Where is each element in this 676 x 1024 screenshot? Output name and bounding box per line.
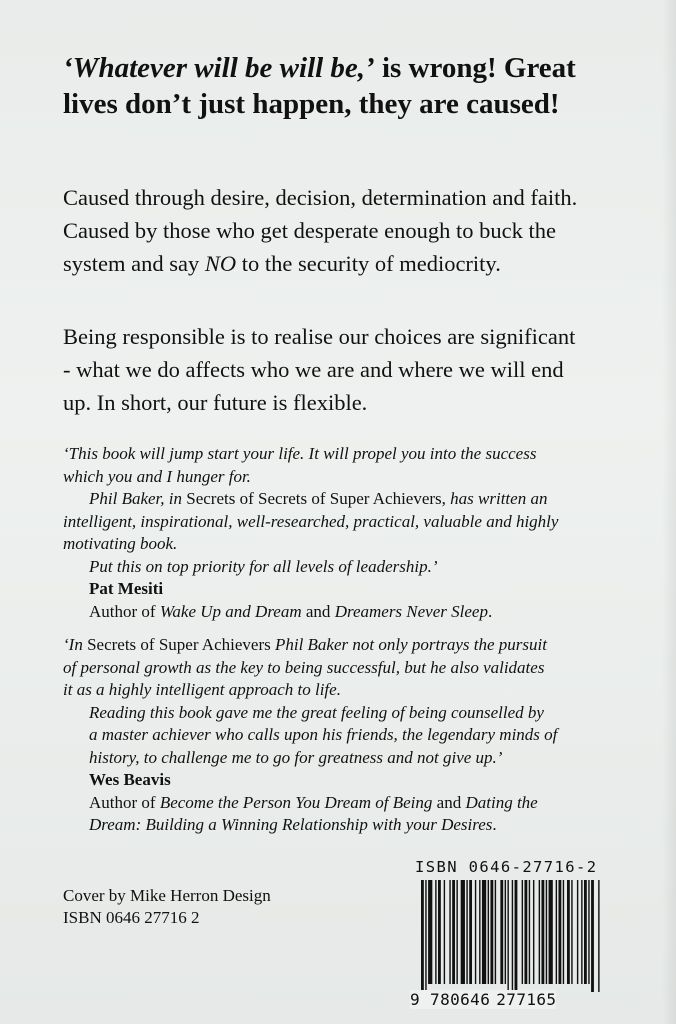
barcode-bar — [524, 880, 527, 984]
barcode-bar — [421, 880, 424, 992]
book-title: Dreamers Never Sleep — [334, 601, 488, 621]
quote-line: history, to challenge me to go for greatness and not give up.’ — [89, 747, 503, 767]
barcode-bar — [529, 880, 530, 984]
text: system and say — [63, 251, 205, 276]
paragraph-line: Caused through desire, decision, determination and faith. — [63, 185, 578, 210]
testimonial-author-name: Wes Beavis — [89, 770, 171, 789]
barcode-bar — [466, 880, 467, 984]
barcode-bar — [475, 880, 476, 984]
quote-line: Put this on top priority for all levels of leadership.’ — [89, 556, 438, 576]
barcode-bar — [452, 880, 455, 984]
text: to the security of mediocrity. — [236, 251, 501, 276]
barcode-bar — [567, 880, 570, 984]
isbn-barcode — [409, 853, 613, 1018]
emphasis: NO — [204, 251, 237, 276]
barcode-bars — [421, 880, 601, 992]
barcode-bar — [438, 880, 441, 984]
barcode-bar — [539, 880, 540, 984]
text: ‘In — [63, 635, 88, 654]
barcode-bar — [490, 880, 493, 984]
barcode-bar — [507, 880, 508, 992]
text: and — [301, 601, 335, 621]
paragraph-line: - what we do affects who we are and where we will end — [63, 357, 564, 382]
barcode-bar — [435, 880, 436, 984]
cover-designer-credit: Cover by Mike Herron Design — [63, 886, 271, 905]
book-title: Secrets of Secrets of Super Achievers, — [186, 489, 446, 508]
cover-edge-shadow — [662, 0, 676, 1024]
book-title: Dating the — [465, 792, 538, 812]
barcode-bar — [591, 880, 594, 992]
text: Author of — [89, 792, 160, 812]
barcode-bar — [449, 880, 450, 984]
paragraph-responsible — [63, 320, 623, 419]
quote-line: it as a highly intelligent approach to life. — [63, 680, 341, 699]
barcode-bar — [500, 880, 503, 984]
book-title: Become the Person You Dream of Being — [159, 792, 433, 812]
barcode-bar — [581, 880, 582, 984]
ean-first-digit: 9 — [410, 990, 421, 1009]
book-title: Dream: Building a Winning Relationship with your Desires — [89, 815, 493, 834]
barcode-bar — [549, 880, 553, 984]
book-title: Secrets of Super Achievers — [87, 635, 271, 654]
isbn-text: ISBN 0646 27716 2 — [63, 908, 200, 927]
headline-rest: is wrong! Great lives don’t just happen, they are caused! — [63, 52, 576, 120]
testimonial-author-credit — [63, 601, 623, 624]
barcode-bar — [469, 880, 472, 984]
book-title: Wake Up and Dream — [159, 601, 302, 621]
quote-line: Reading this book gave me the great feeling of being counselled by — [89, 702, 544, 722]
text: Phil Baker not only portrays the pursuit — [270, 635, 547, 654]
testimonial-pat-mesiti — [63, 443, 623, 623]
barcode-bar — [584, 880, 587, 984]
text: Author of — [89, 601, 160, 621]
barcode-bar — [533, 880, 534, 984]
quote-line: motivating book. — [63, 534, 178, 553]
paragraph-caused — [63, 181, 623, 280]
ean-digit-group: 277165 — [496, 990, 557, 1009]
barcode-bar — [522, 880, 523, 984]
paragraph-line — [63, 247, 623, 280]
testimonial-author-credit — [63, 792, 623, 815]
barcode-bar — [425, 880, 426, 992]
cover-credits — [63, 885, 271, 929]
barcode-bar — [495, 880, 496, 984]
paragraph-line: Caused by those who get desperate enough to buck the — [63, 218, 557, 243]
barcode-bar — [428, 880, 432, 984]
barcode-bar — [488, 880, 489, 984]
barcode-bar — [479, 880, 480, 984]
barcode-bar — [556, 880, 557, 984]
quote-line: of personal growth as the key to being successful, but he also validates — [63, 657, 545, 677]
headline-quote: ‘Whatever will be will be,’ — [63, 52, 375, 84]
barcode-bar — [515, 880, 518, 992]
text: has written an — [445, 489, 548, 508]
barcode-bar — [558, 880, 561, 984]
quote-line: which you and I hunger for. — [63, 466, 251, 486]
ean-digit-group: 780646 — [430, 990, 491, 1009]
quote-line — [63, 488, 623, 511]
paragraph-line: up. In short, our future is flexible. — [63, 390, 368, 415]
barcode-bar — [482, 880, 486, 984]
quote-line: a master achiever who calls upon his friends, the legendary minds of — [89, 725, 558, 744]
barcode-isbn-label: ISBN 0646-27716-2 — [415, 858, 598, 876]
barcode-bar — [505, 880, 506, 984]
barcode-bar — [541, 880, 544, 984]
barcode-bar — [588, 880, 589, 984]
barcode-bar — [512, 880, 513, 992]
barcode-bar — [563, 880, 564, 984]
quote-line — [63, 634, 623, 657]
text: and — [432, 792, 466, 812]
barcode-digits — [410, 990, 556, 1009]
paragraph-line: Being responsible is to realise our choices are significant — [63, 324, 576, 349]
barcode-bar — [571, 880, 572, 984]
testimonial-author-name: Pat Mesiti — [89, 579, 164, 598]
barcode-bar — [598, 880, 599, 992]
barcode-bar — [546, 880, 547, 984]
testimonial-wes-beavis — [63, 634, 623, 837]
text: Phil Baker, in — [89, 489, 187, 508]
testimonial-author-credit — [63, 814, 623, 837]
barcode-bar — [577, 880, 578, 984]
barcode-bar — [444, 880, 445, 984]
headline — [63, 50, 623, 122]
text: . — [492, 815, 497, 834]
text: . — [487, 601, 493, 621]
barcode-bar — [461, 880, 465, 984]
quote-line: intelligent, inspirational, well-researched, practical, valuable and highly — [63, 511, 559, 531]
quote-line: ‘This book will jump start your life. It will propel you into the success — [63, 444, 537, 463]
barcode-bar — [456, 880, 457, 984]
